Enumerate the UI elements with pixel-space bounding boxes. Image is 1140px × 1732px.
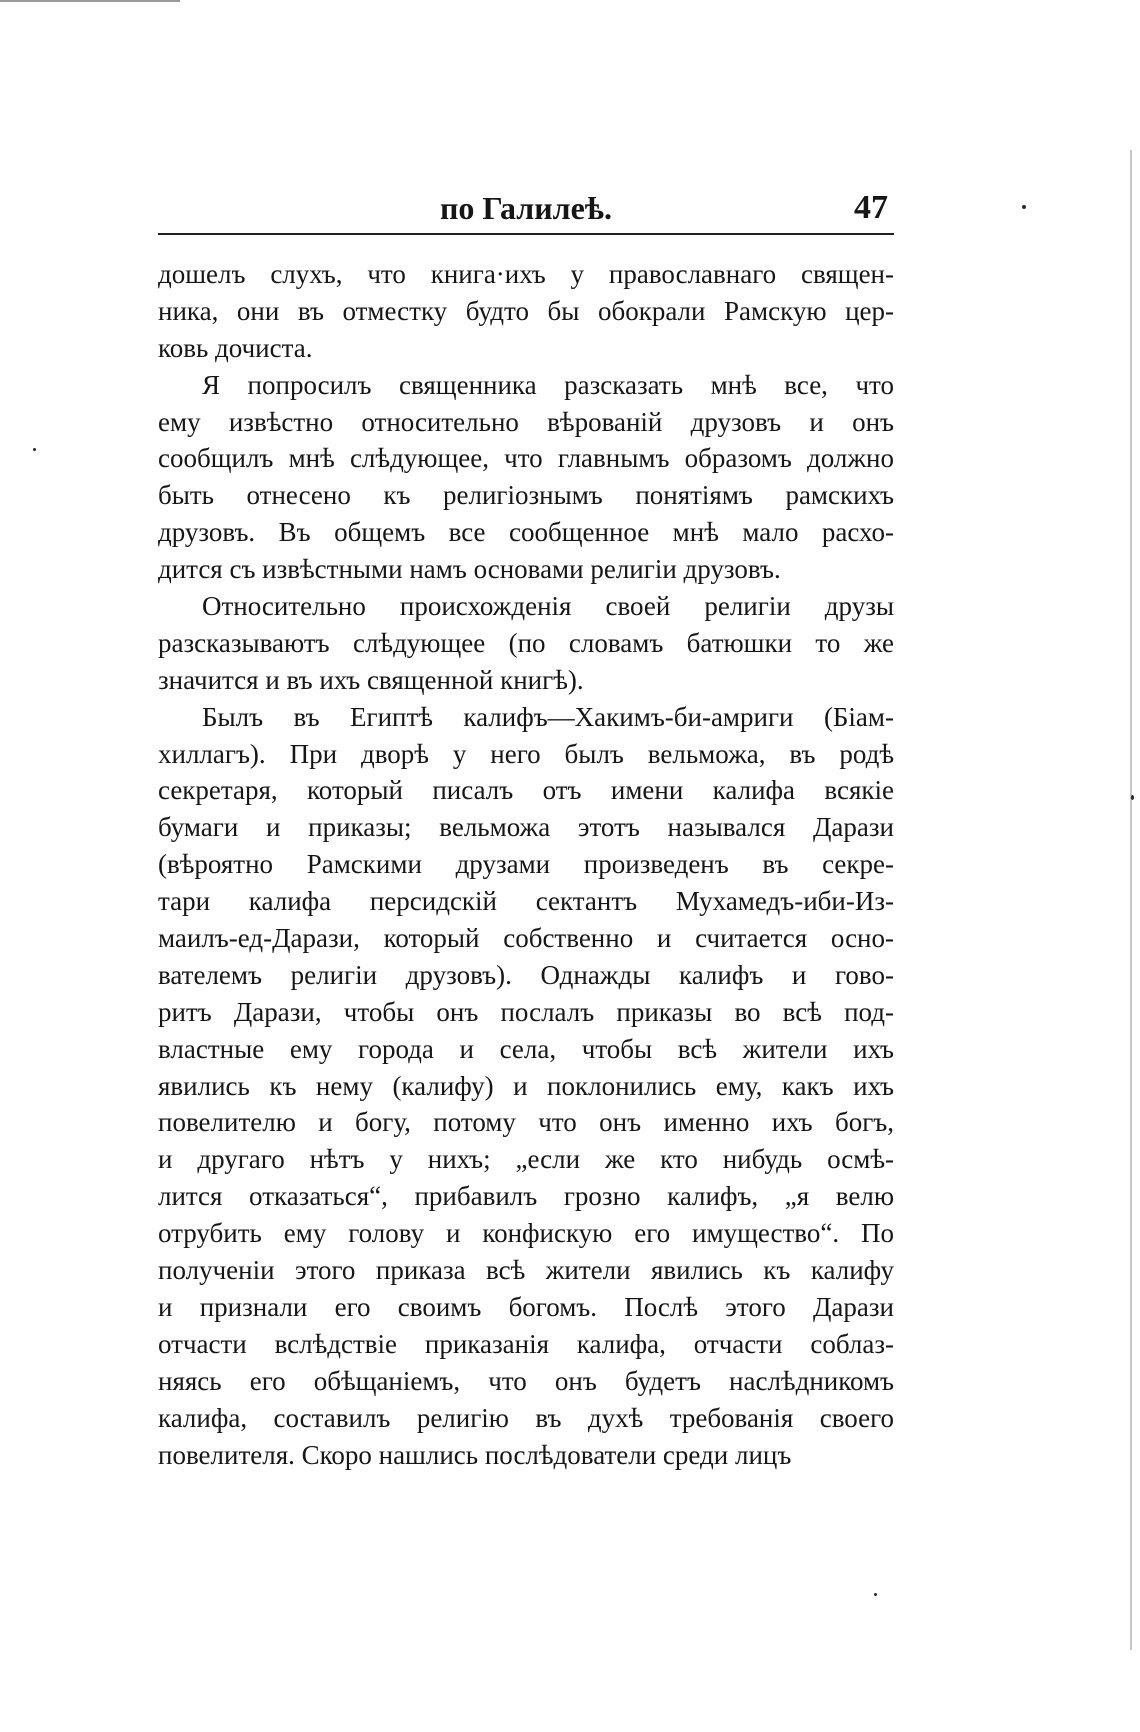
text-line: отрубить ему голову и конфискую его имущество“. По xyxy=(158,1218,894,1249)
text-line: лится отказаться“, прибавилъ грозно калифъ, „я велю xyxy=(158,1181,894,1212)
scan-speck xyxy=(874,1593,877,1596)
text-line: тари калифа персидскій сектантъ Мухамедъ-иби-Из- xyxy=(158,886,894,917)
page-number: 47 xyxy=(854,189,888,226)
text-line: повелителя. Скоро нашлись послѣдователи среди лицъ xyxy=(158,1439,792,1470)
text-line: дошелъ слухъ, что книга·ихъ у православнаго священ- xyxy=(158,259,894,289)
text-line: маилъ-ед-Дарази, который собственно и считается осно- xyxy=(158,923,894,954)
scan-margin-shadow xyxy=(1130,150,1132,1650)
text-line: Относительно происхожденія своей религіи друзы xyxy=(202,591,894,622)
text-line: хиллагъ). При дворѣ у него былъ вельможа, въ родѣ xyxy=(158,738,894,769)
scan-edge-line xyxy=(0,0,180,2)
paragraph xyxy=(158,699,894,1474)
text-line: ему извѣстно относительно вѣрованій друзовъ и онъ xyxy=(158,406,894,437)
scan-speck xyxy=(33,448,36,451)
text-line: повелителю и богу, потому что онъ именно ихъ богъ, xyxy=(158,1107,894,1138)
text-line: ритъ Дарази, чтобы онъ послалъ приказы во всѣ под- xyxy=(158,996,894,1027)
text-line: значится и въ ихъ священной книгѣ). xyxy=(158,664,584,695)
text-line: быть отнесено къ религіознымъ понятіямъ рамскихъ xyxy=(158,480,894,511)
text-line: ковь дочиста. xyxy=(158,332,313,363)
body-text xyxy=(158,256,894,1473)
header-rule xyxy=(158,233,894,235)
text-line: и признали его своимъ богомъ. Послѣ этого Дарази xyxy=(158,1291,894,1322)
text-line: и другаго нѣтъ у нихъ; „если же кто нибудь осмѣ- xyxy=(158,1144,894,1175)
text-line: бумаги и приказы; вельможа этотъ назывался Дарази xyxy=(158,812,894,843)
text-line: полученіи этого приказа всѣ жители явились къ калифу xyxy=(158,1255,894,1286)
text-line: дится съ извѣстными намъ основами религіи друзовъ. xyxy=(158,554,781,585)
paragraph xyxy=(158,256,894,367)
text-line: секретаря, который писалъ отъ имени калифа всякіе xyxy=(158,775,894,806)
text-line: властные ему города и села, чтобы всѣ жители ихъ xyxy=(158,1033,894,1064)
scan-speck xyxy=(1022,205,1026,209)
text-line: калифа, составилъ религію въ духѣ требованія своего xyxy=(158,1402,894,1433)
paragraph xyxy=(158,367,894,588)
scan-speck xyxy=(1131,795,1134,800)
text-line: отчасти вслѣдствіе приказанія калифа, отчасти соблаз- xyxy=(158,1328,894,1359)
text-line: Я попросилъ священника разсказать мнѣ все, что xyxy=(202,369,894,400)
text-line: сообщилъ мнѣ слѣдующее, что главнымъ образомъ должно xyxy=(158,443,894,474)
page-header xyxy=(158,188,894,232)
text-line: разсказываютъ слѣдующее (по словамъ батюшки то же xyxy=(158,627,894,658)
text-line: явились къ нему (калифу) и поклонились ему, какъ ихъ xyxy=(158,1070,894,1101)
paragraph xyxy=(158,588,894,699)
text-line: друзовъ. Въ общемъ все сообщенное мнѣ мало расхо- xyxy=(158,517,894,548)
text-line: (вѣроятно Рамскими друзами произведенъ въ секре- xyxy=(158,849,894,880)
text-line: вателемъ религіи друзовъ). Однажды калифъ и гово- xyxy=(158,959,894,990)
text-line: няясь его обѣщаніемъ, что онъ будетъ наслѣдникомъ xyxy=(158,1365,894,1396)
running-title: по Галилеѣ. xyxy=(439,190,612,226)
text-line: Былъ въ Египтѣ калифъ—Хакимъ-би-амриги (Біам- xyxy=(202,701,894,732)
text-line: ника, они въ отместку будто бы обокрали Рамскую цер- xyxy=(158,295,894,326)
